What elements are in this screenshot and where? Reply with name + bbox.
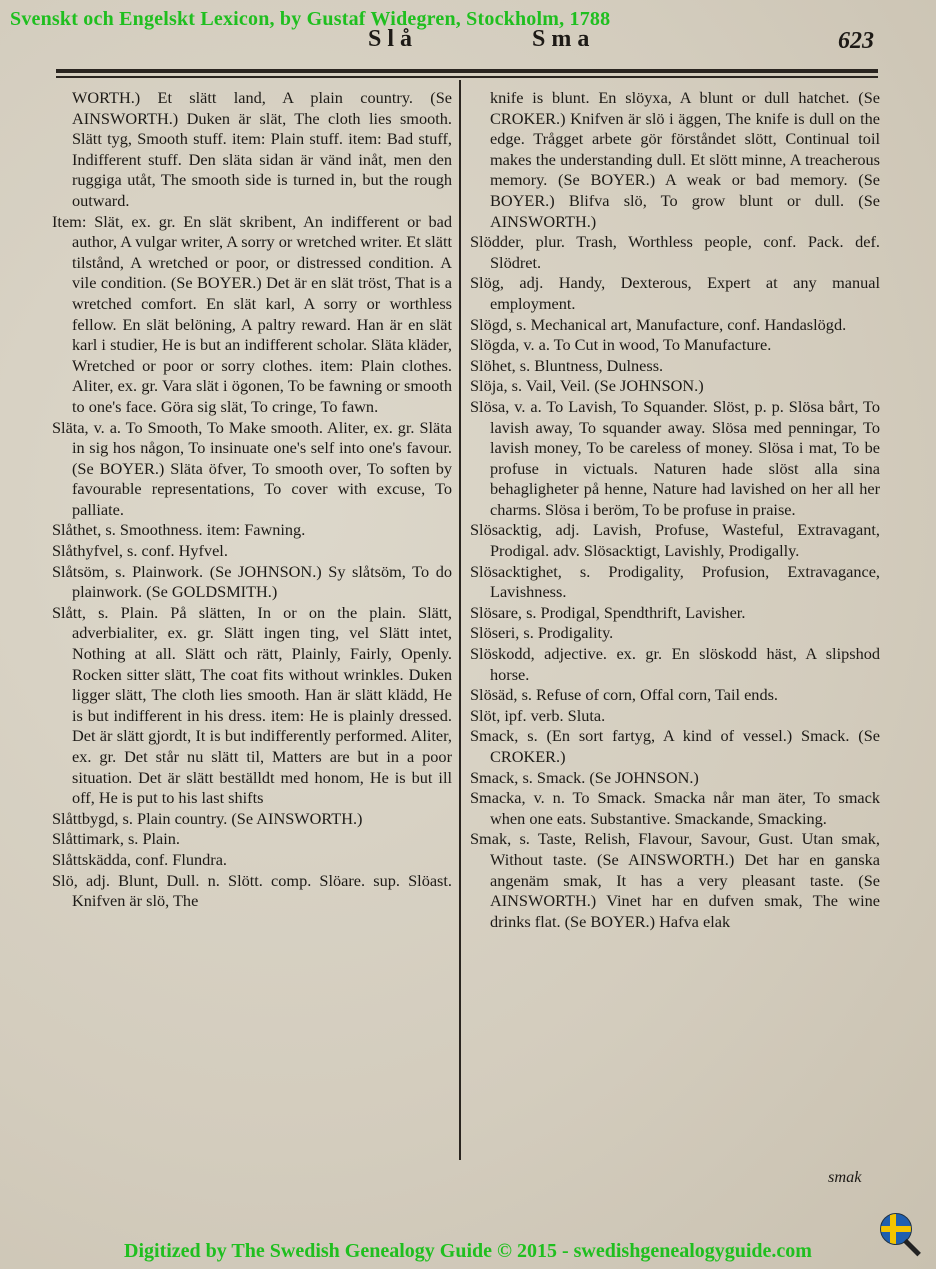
digitizer-footer: Digitized by The Swedish Genealogy Guide © 2015 - swedishgenealogyguide.com	[124, 1240, 812, 1262]
column-divider	[459, 80, 461, 1160]
dictionary-entry: Slöseri, s. Prodigality.	[470, 623, 614, 643]
dictionary-entry: Slått, s. Plain. På slätten, In or on the plain. Slätt, adverbialiter, ex. gr. Slätt ingen ting, vel Slätt intet, Nothing at all. Slätt och rätt, Plainly, Fairly, Openly. Rocken sitter slätt, The coat fits without wrinkles. Duken ligger slätt, The cloth lies smooth. Han är slätt klädd, He is but indifferent in his dress. item: He is plainly dressed. Det är slätt gjordt, It is but indifferently performed. Aliter, ex. gr. Det står nu slätt til, Matters are but in a poor situation. Det är slätt beställdt med honom, He is but ill off, He is put to his last shifts	[52, 602, 452, 808]
dictionary-entry: Slöja, s. Vail, Veil. (Se JOHNSON.)	[470, 376, 704, 396]
page-number: 623	[838, 28, 874, 54]
dictionary-entry: Smack, s. Smack. (Se JOHNSON.)	[470, 767, 699, 787]
dictionary-entry: Smak, s. Taste, Relish, Flavour, Savour, Gust. Utan smak, Without taste. (Se AINSWORTH.) Det har en ganska angenäm smak, It has a very pleasant taste. (Se AINSWORTH.) Vinet har en dufven smak, The wine drinks flat. (Se BOYER.) Hafva elak	[470, 829, 880, 931]
catchword: smak	[828, 1167, 862, 1186]
dictionary-entry: knife is blunt. En slöyxa, A blunt or dull hatchet. (Se CROKER.) Knifven är slö i äggen, The knife is dull on the edge. Trågget arbete gör förståndet slött, Continual toil makes the understanding dull. Et slött minne, A treacherous memory. (Se BOYER.) A weak or bad memory. (Se BOYER.) Blifva slö, To grow blunt or dull. (Se AINSWORTH.)	[490, 88, 880, 231]
dictionary-entry: Slåttskädda, conf. Flundra.	[52, 849, 227, 869]
dictionary-entry: Slöhet, s. Bluntness, Dulness.	[470, 355, 664, 375]
dictionary-entry: Slåttimark, s. Plain.	[52, 829, 180, 849]
dictionary-entry: Släta, v. a. To Smooth, To Make smooth. Aliter, ex. gr. Släta in sig hos någon, To insinuate one's self into one's favour. (Se BOYER.) Släta öfver, To smooth over, To soften by favourable representations, To cover with excuse, To palliate.	[52, 417, 452, 519]
dictionary-entry: Smacka, v. n. To Smack. Smacka når man äter, To smack when one eats. Substantive. Smackande, Smacking.	[470, 788, 880, 828]
dictionary-entry: Slödder, plur. Trash, Worthless people, conf. Pack. def. Slödret.	[470, 232, 880, 272]
dictionary-entry: Slåtsöm, s. Plainwork. (Se JOHNSON.) Sy slåtsöm, To do plainwork. (Se GOLDSMITH.)	[52, 561, 452, 602]
dictionary-entry: Slösacktig, adj. Lavish, Profuse, Wasteful, Extravagant, Prodigal. adv. Slösacktigt, Lavishly, Prodigally.	[470, 520, 880, 561]
dictionary-entry: WORTH.) Et slätt land, A plain country. (Se AINSWORTH.) Duken är slät, The cloth lies smooth. Slätt tyg, Smooth stuff. item: Plain stuff. item: Bad stuff, Indifferent stuff. Den släta sidan är vänd inåt, men den ruggiga utåt, The smooth side is turned in, but the rough outward.	[72, 88, 452, 210]
dictionary-entry: Slåttbygd, s. Plain country. (Se AINSWORTH.)	[52, 808, 363, 828]
right-column	[470, 88, 880, 932]
running-head-left: Slå	[368, 26, 419, 52]
dictionary-entry: Slösacktighet, s. Prodigality, Profusion, Extravagance, Lavishness.	[470, 561, 880, 602]
left-column	[52, 88, 452, 912]
dictionary-entry: Item: Slät, ex. gr. En slät skribent, An indifferent or bad author, A vulgar writer, A sorry or wretched writer. Et slätt tilstånd, A wretched or poor, or distressed condition. A vile condition. (Se BOYER.) Det är en slät tröst, That is a wretched comfort. En slät karl, A sorry or worthless fellow. En slät belöning, A paltry reward. Han är en slät karl i studier, He is but an indifferent scholar. Släta kläder, Wretched or poor or sorry clothes. item: Plain clothes. Aliter, ex. gr. Vara slät i ögonen, To be fawning or smooth to one's face. Göra sig slät, To cringe, To fawn.	[52, 211, 452, 416]
header-rule-thick	[56, 69, 878, 73]
dictionary-entry: Slösare, s. Prodigal, Spendthrift, Lavisher.	[470, 602, 746, 622]
dictionary-entry: Slögda, v. a. To Cut in wood, To Manufacture.	[470, 335, 772, 355]
digitizer-banner: Svenskt och Engelskt Lexicon, by Gustaf Widegren, Stockholm, 1788	[10, 8, 611, 30]
header-rule-thin	[56, 76, 878, 78]
dictionary-entry: Slöskodd, adjective. ex. gr. En slöskodd häst, A slipshod horse.	[470, 644, 880, 684]
page-header	[0, 26, 936, 54]
dictionary-entry: Slöt, ipf. verb. Sluta.	[470, 705, 606, 725]
dictionary-entry: Slåthyfvel, s. conf. Hyfvel.	[52, 541, 228, 561]
dictionary-entry: Smack, s. (En sort fartyg, A kind of vessel.) Smack. (Se CROKER.)	[470, 726, 880, 766]
dictionary-entry: Slösa, v. a. To Lavish, To Squander. Slöst, p. p. Slösa bårt, To lavish away, To squander away. Slösa med penningar, To lavish money, To be careless of money. Slösa i mat, To be profuse in victuals. Naturen hade slöst alla sina behagligheter på henne, Nature had lavished on her all her charms. Slösa i beröm, To be profuse in praise.	[470, 396, 880, 519]
dictionary-entry: Slögd, s. Mechanical art, Manufacture, conf. Handaslögd.	[470, 314, 847, 334]
dictionary-entry: Slö, adj. Blunt, Dull. n. Slött. comp. Slöare. sup. Slöast. Knifven är slö, The	[52, 870, 452, 911]
dictionary-entry: Slög, adj. Handy, Dexterous, Expert at any manual employment.	[470, 273, 880, 313]
dictionary-entry: Slåthet, s. Smoothness. item: Fawning.	[52, 520, 306, 540]
running-head-right: Sma	[532, 26, 596, 52]
dictionary-entry: Slösäd, s. Refuse of corn, Offal corn, Tail ends.	[470, 685, 778, 705]
